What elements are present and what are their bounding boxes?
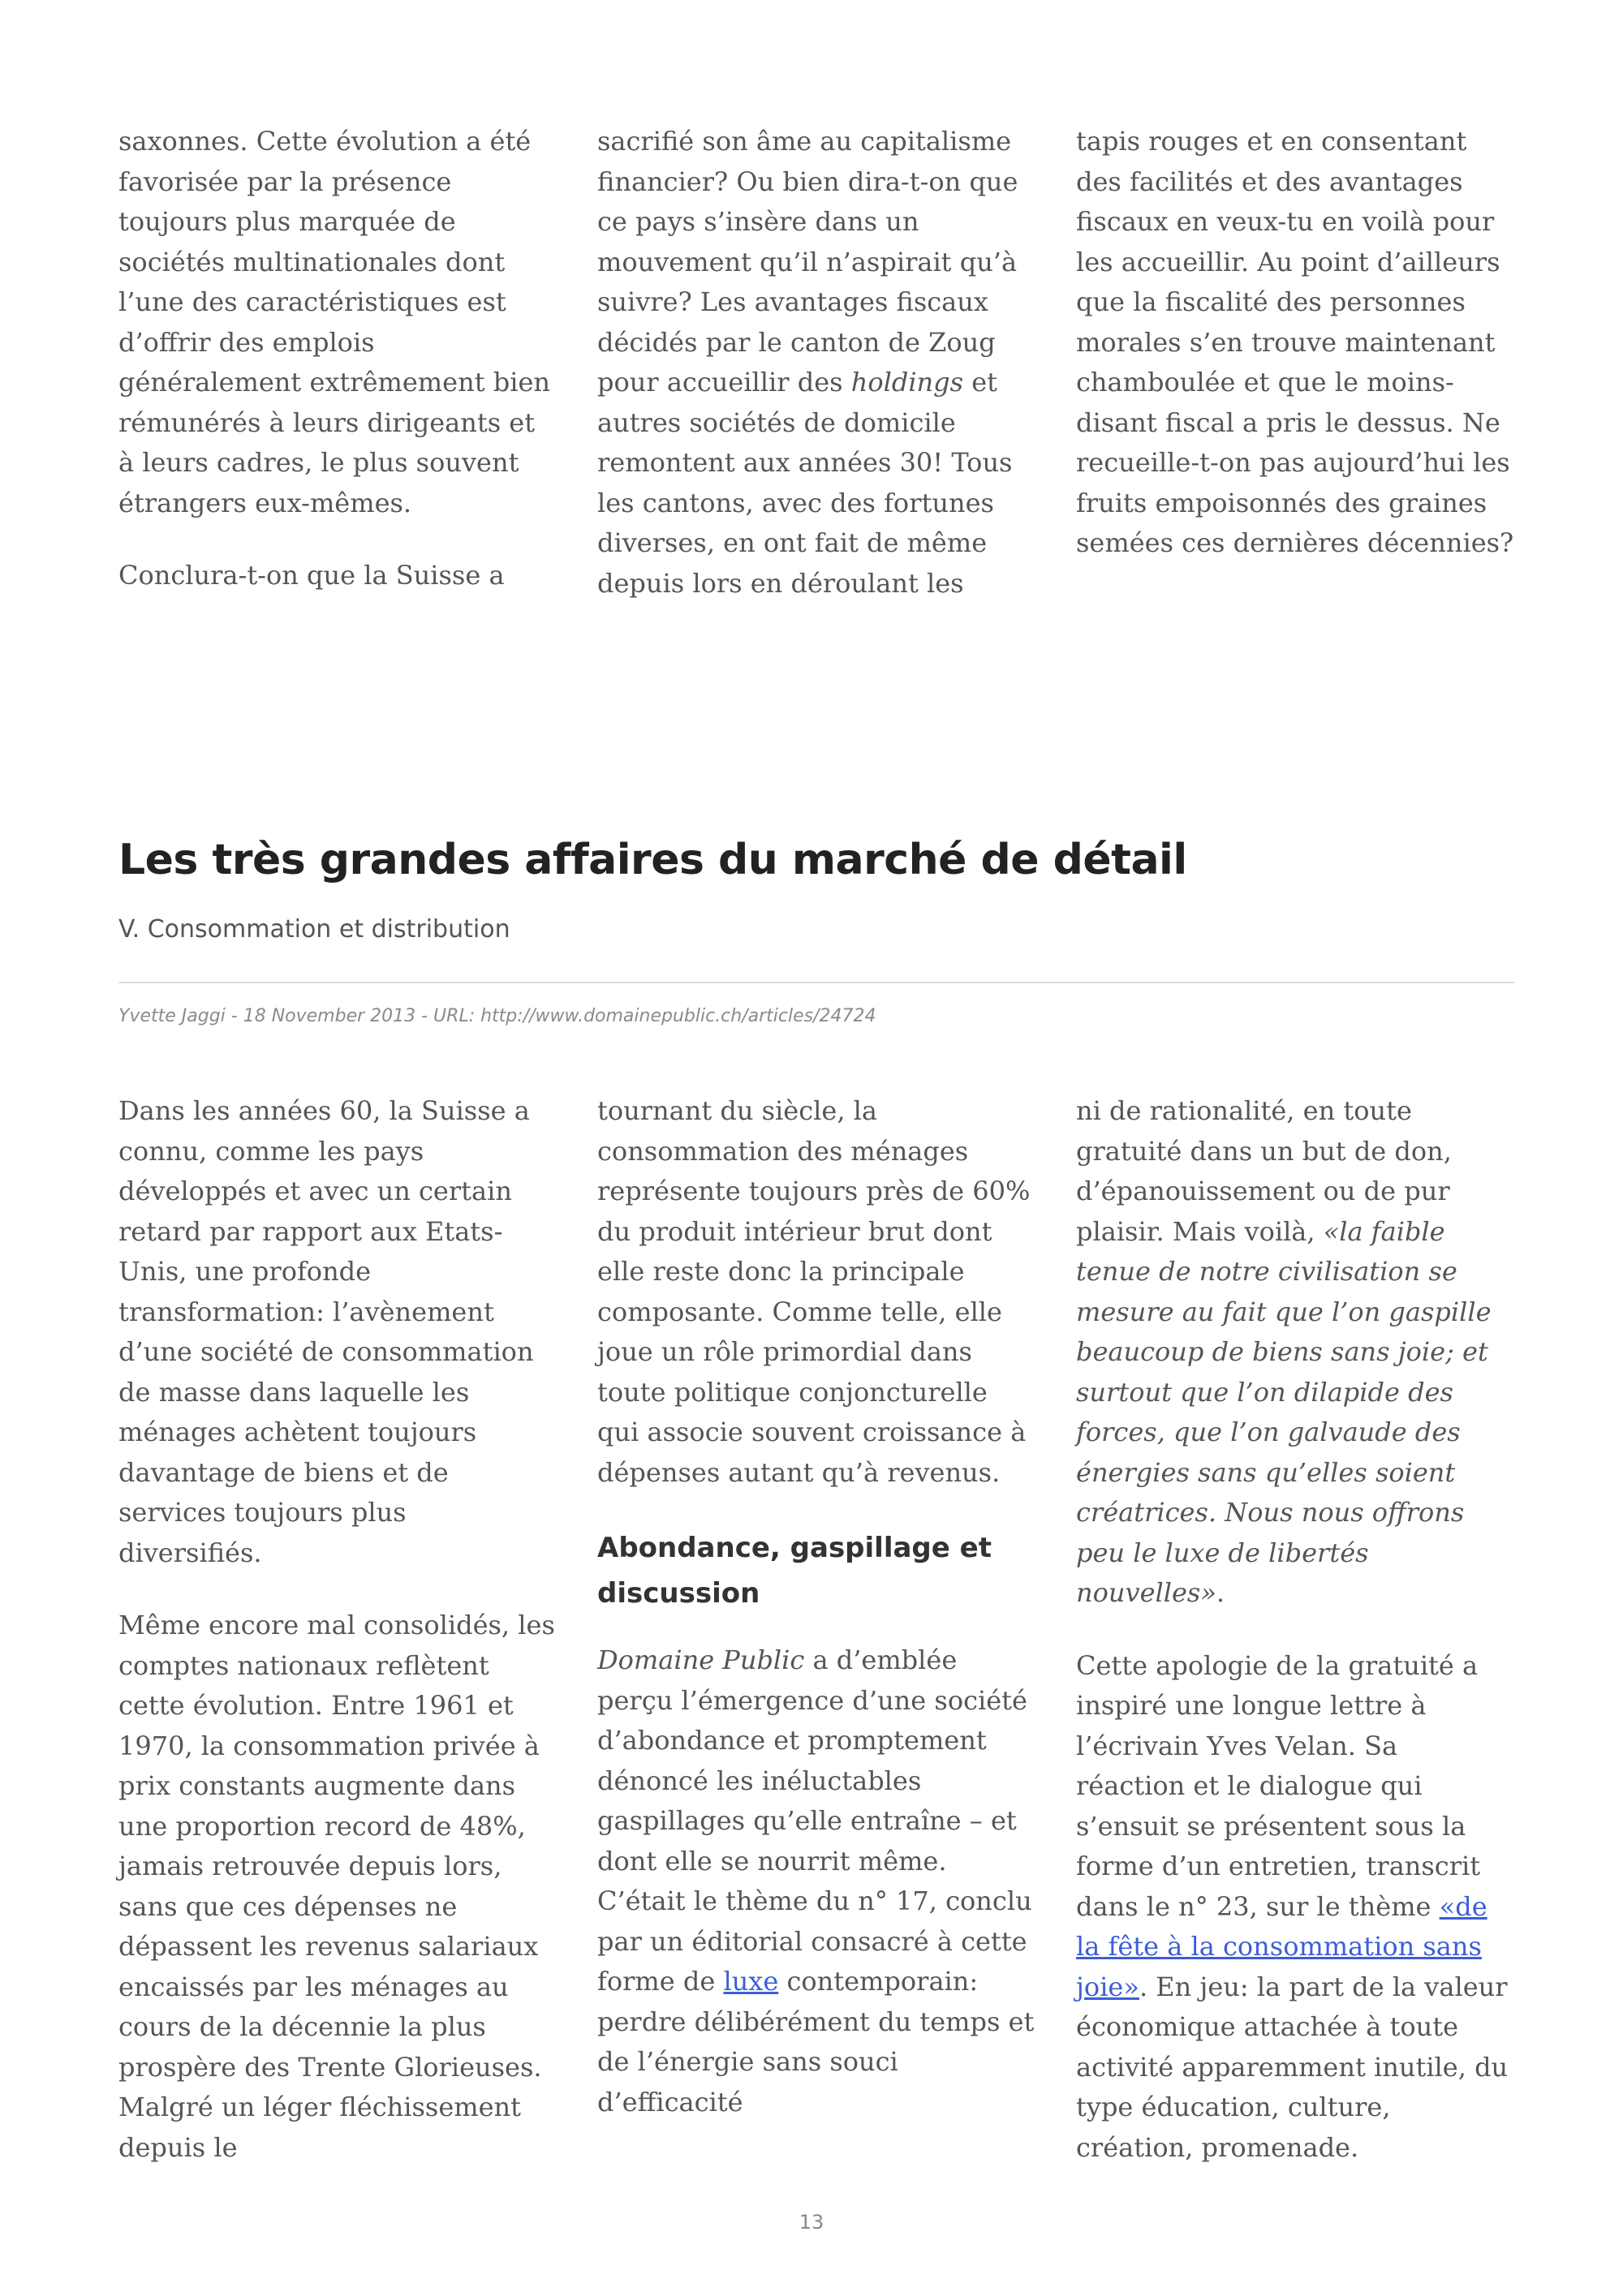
column-3 [1076,1091,1514,2168]
emphasis: holdings [850,367,964,398]
paragraph [1076,1646,1514,2169]
paragraph: Même encore mal consolidés, les comptes nationaux reflètent cette évolution. Entre 1961 et 1970, la consommation privée à prix constants augmente dans une proportion record de 48%, jamais retrouvée depuis lors, sans que ces dépenses ne dépassent les revenus salariaux encaissés par les ménages au cours de la décennie la plus prospère des Trente Glorieuses. Malgré un léger fléchissement depuis le [118,1610,555,2163]
column-2 [597,122,1035,604]
fete-consommation-link[interactable]: «de la fête à la consommation sans joie» [1076,1890,1487,2002]
emphasis: Domaine Public [597,1645,805,1675]
text-run: sacrifié son âme au capitalisme financier? Ou bien dira-t-on que ce pays s’insère dans un mouvement qu’il n’aspirait qu’à suivre? Les avantages fiscaux décidés par le canton de Zoug pour accueillir des [597,126,1018,398]
column-3 [1076,122,1514,604]
column-2 [597,1091,1035,2168]
paragraph [1076,1091,1514,1614]
article-title: Les très grandes affaires du marché de détail [118,836,1187,884]
section-heading: Abondance, gaspillage et discussion [597,1532,992,1610]
paragraph: Conclura-t-on que la Suisse a [118,560,505,591]
column-1 [118,1091,557,2168]
text-run: ni de rationalité, en toute gratuité dans un but de don, d’épanouissement ou de pur plaisir. Mais voilà, [1076,1095,1452,1247]
column-1 [118,122,557,604]
quote-emphasis: «la faible tenue de notre civilisation se mesure au fait que l’on gaspille beaucoup de biens sans joie; et surtout que l’on dilapide des forces, que l’on galvaude des énergies sans qu’elles soient créatrices. Nous nous offrons peu le luxe de libertés nouvelles» [1076,1215,1492,1608]
text-run: contemporain: perdre délibérément du temps et de l’énergie sans souci d’efficacité [597,1966,1035,2118]
text-run: et autres sociétés de domicile remontent aux années 30! Tous les cantons, avec des fortunes diverses, en ont fait de même depuis lors en déroulant les [597,367,1013,599]
text-run: . [1216,1577,1225,1608]
paragraph [597,1640,1035,2122]
divider [118,982,1514,983]
previous-article-columns [118,122,1514,604]
paragraph: saxonnes. Cette évolution a été favorisée par la présence toujours plus marquée de sociétés multinationales dont l’une des caractéristiques est d’offrir des emplois généralement extrêmement bien rémunérés à leurs dirigeants et à leurs cadres, le plus souvent étrangers eux-mêmes. [118,126,550,518]
article-subtitle: V. Consommation et distribution [118,915,510,944]
text-run: Cette apologie de la gratuité a inspiré une longue lettre à l’écrivain Yves Velan. Sa réaction et le dialogue qui s’ensuit se présentent sous la forme d’un entretien, transcrit dans le n° 23, sur le thème [1076,1649,1481,1922]
paragraph: Dans les années 60, la Suisse a connu, comme les pays développés et avec un certain retard par rapport aux Etats-Unis, une profonde transformation: l’avènement d’une société de consommation de masse dans laquelle les ménages achètent toujours davantage de biens et de services toujours plus diversifiés. [118,1095,534,1568]
text-run: a d’emblée perçu l’émergence d’une société d’abondance et promptement dénoncé les inéluctables gaspillages qu’elle entraîne – et dont elle se nourrit même. C’était le thème du n° 17, conclu par un éditorial consacré à cette forme de [597,1645,1032,1997]
article-meta: Yvette Jaggi - 18 November 2013 - URL: http://www.domainepublic.ch/articles/24724 [118,1006,876,1026]
page-number: 13 [799,2211,824,2234]
article-columns [118,1091,1514,2168]
luxe-link[interactable]: luxe [723,1966,779,1997]
paragraph [597,122,1035,604]
paragraph: tapis rouges et en consentant des facilités et des avantages fiscaux en veux-tu en voilà pour les accueillir. Au point d’ailleurs que la fiscalité des personnes morales s’en trouve maintenant chamboulée et que le moins-disant fiscal a pris le dessus. Ne recueille-t-on pas aujourd’hui les fruits empoisonnés des graines semées ces dernières décennies? [1076,126,1514,558]
paragraph: tournant du siècle, la consommation des ménages représente toujours près de 60% du produit intérieur brut dont elle reste donc la principale composante. Comme telle, elle joue un rôle primordial dans toute politique conjoncturelle qui associe souvent croissance à dépenses autant qu’à revenus. [597,1095,1031,1488]
text-run: . En jeu: la part de la valeur économique attachée à toute activité apparemment inutile, du type éducation, culture, création, promenade. [1076,1971,1509,2163]
